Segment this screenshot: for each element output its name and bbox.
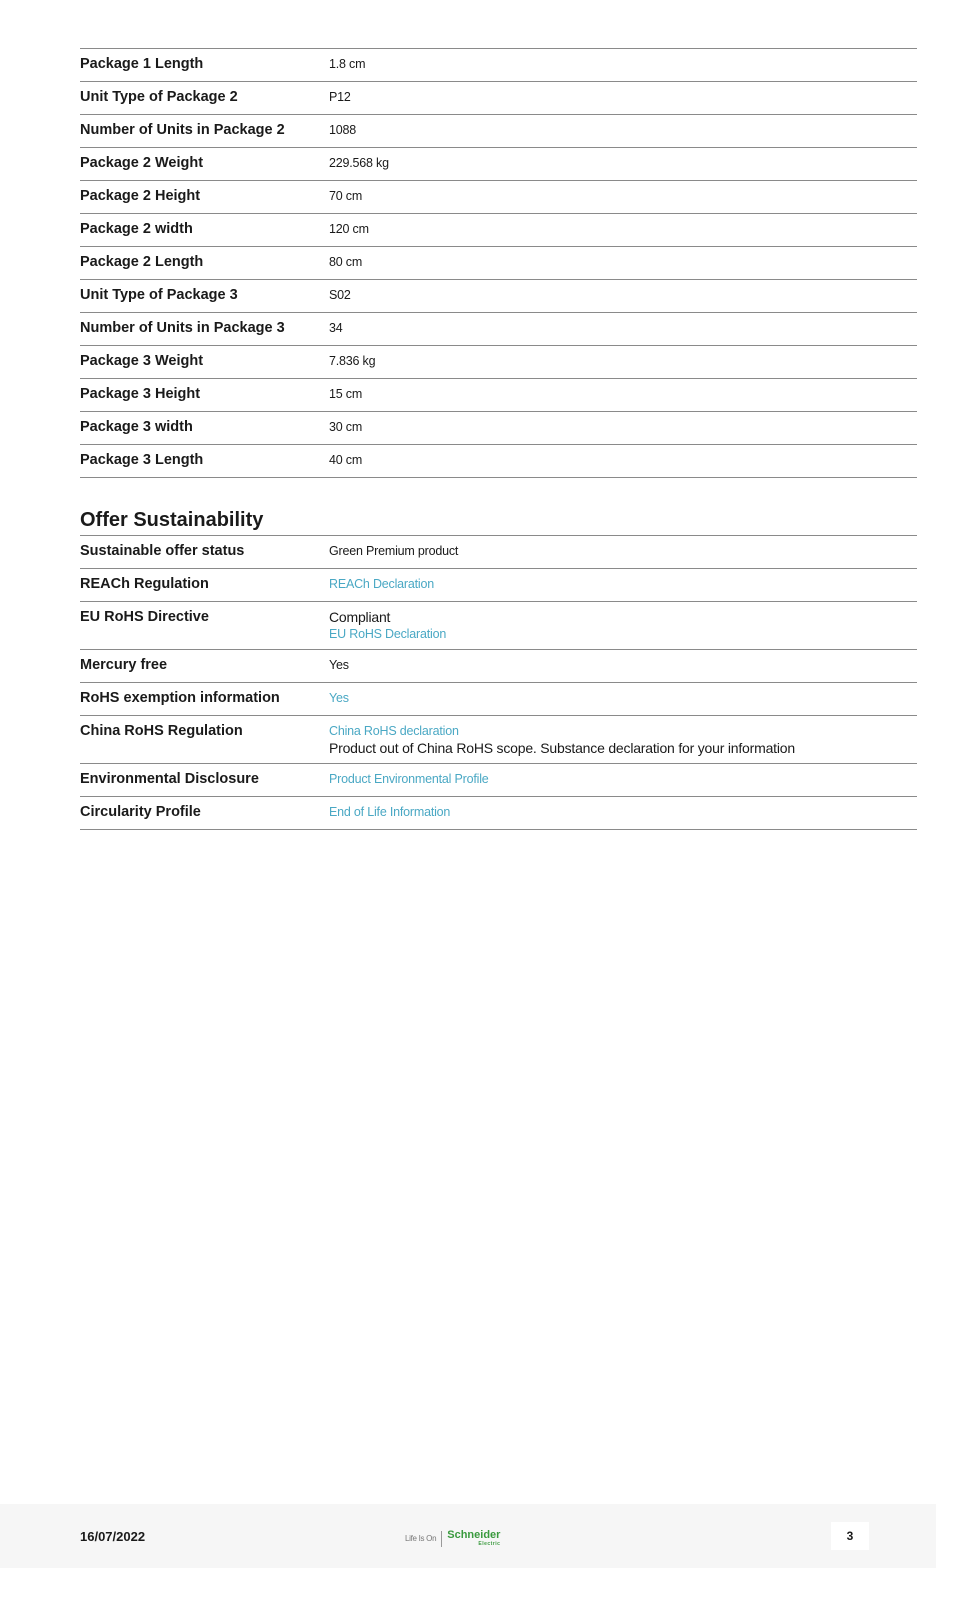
table-row: [80, 115, 917, 148]
row-value: [329, 576, 917, 595]
brand-subtitle: Electric: [478, 1541, 501, 1547]
china-rohs-note: Product out of China RoHS scope. Substance declaration for your information: [329, 740, 795, 756]
row-label: REACh Regulation: [80, 576, 209, 592]
row-label: Package 3 Height: [80, 386, 201, 402]
row-label: Unit Type of Package 3: [80, 287, 238, 303]
brand-wordmark: Schneider: [447, 1529, 501, 1541]
table-row: [80, 764, 917, 797]
row-value: 7.836 kg: [329, 354, 376, 368]
table-row: [80, 247, 917, 280]
packaging-table: [80, 48, 917, 478]
row-value: [329, 771, 917, 790]
row-label: Circularity Profile: [80, 804, 201, 820]
row-label: Package 2 Height: [80, 188, 201, 204]
table-row: [80, 313, 917, 346]
row-value: Yes: [329, 658, 349, 672]
section-title: Offer Sustainability: [80, 509, 264, 531]
table-row: [80, 569, 917, 602]
row-label: Sustainable offer status: [80, 543, 245, 559]
row-label: Package 2 Weight: [80, 155, 204, 171]
row-value: [329, 690, 917, 709]
end-of-life-link[interactable]: End of Life Information: [329, 805, 451, 819]
row-label: RoHS exemption information: [80, 690, 280, 706]
row-value: 229.568 kg: [329, 156, 389, 170]
table-row: [80, 683, 917, 716]
row-label: Package 1 Length: [80, 56, 204, 72]
row-value: 30 cm: [329, 420, 363, 434]
page-footer: [0, 1504, 936, 1568]
table-row: [80, 602, 917, 650]
page-number: 3: [831, 1522, 869, 1550]
brand-name: [447, 1530, 500, 1547]
row-label: Number of Units in Package 2: [80, 122, 285, 138]
row-label: Package 3 Weight: [80, 353, 204, 369]
row-value: [329, 609, 917, 643]
row-label: Mercury free: [80, 657, 168, 673]
compliance-status: Compliant: [329, 609, 391, 625]
table-row: [80, 716, 917, 764]
row-value: 80 cm: [329, 255, 363, 269]
table-row: [80, 650, 917, 683]
row-label: Package 3 width: [80, 419, 193, 435]
row-value: P12: [329, 90, 351, 104]
row-value: 40 cm: [329, 453, 363, 467]
environmental-profile-link[interactable]: Product Environmental Profile: [329, 772, 489, 786]
row-label: EU RoHS Directive: [80, 609, 209, 625]
table-row: [80, 445, 917, 478]
row-label: Package 3 Length: [80, 452, 204, 468]
row-value: 120 cm: [329, 222, 369, 236]
brand-logo: [405, 1530, 500, 1547]
sustainability-table: [80, 535, 917, 830]
row-value: [329, 804, 917, 823]
row-label: Environmental Disclosure: [80, 771, 259, 787]
eu-rohs-declaration-link[interactable]: EU RoHS Declaration: [329, 627, 447, 641]
row-label: Package 2 width: [80, 221, 193, 237]
rohs-exemption-link[interactable]: Yes: [329, 691, 349, 705]
table-row: [80, 412, 917, 445]
table-row: [80, 49, 917, 82]
row-value: S02: [329, 288, 351, 302]
reach-declaration-link[interactable]: REACh Declaration: [329, 577, 434, 591]
logo-divider: [441, 1531, 442, 1547]
brand-tagline: Life Is On: [405, 1534, 437, 1543]
row-label: Unit Type of Package 2: [80, 89, 238, 105]
table-row: [80, 379, 917, 412]
table-row: [80, 214, 917, 247]
table-row: [80, 797, 917, 830]
row-label: Number of Units in Package 3: [80, 320, 285, 336]
row-value: 70 cm: [329, 189, 363, 203]
row-value: 15 cm: [329, 387, 363, 401]
datasheet-page: [80, 48, 917, 830]
row-value: [329, 723, 917, 757]
row-label: China RoHS Regulation: [80, 723, 243, 739]
table-row: [80, 536, 917, 569]
row-value: 1088: [329, 123, 357, 137]
footer-date: 16/07/2022: [80, 1529, 146, 1544]
row-value: Green Premium product: [329, 544, 459, 558]
table-row: [80, 280, 917, 313]
table-row: [80, 82, 917, 115]
row-value: 1.8 cm: [329, 57, 366, 71]
china-rohs-declaration-link[interactable]: China RoHS declaration: [329, 724, 459, 738]
row-label: Package 2 Length: [80, 254, 204, 270]
table-row: [80, 346, 917, 379]
table-row: [80, 148, 917, 181]
table-row: [80, 181, 917, 214]
row-value: 34: [329, 321, 343, 335]
